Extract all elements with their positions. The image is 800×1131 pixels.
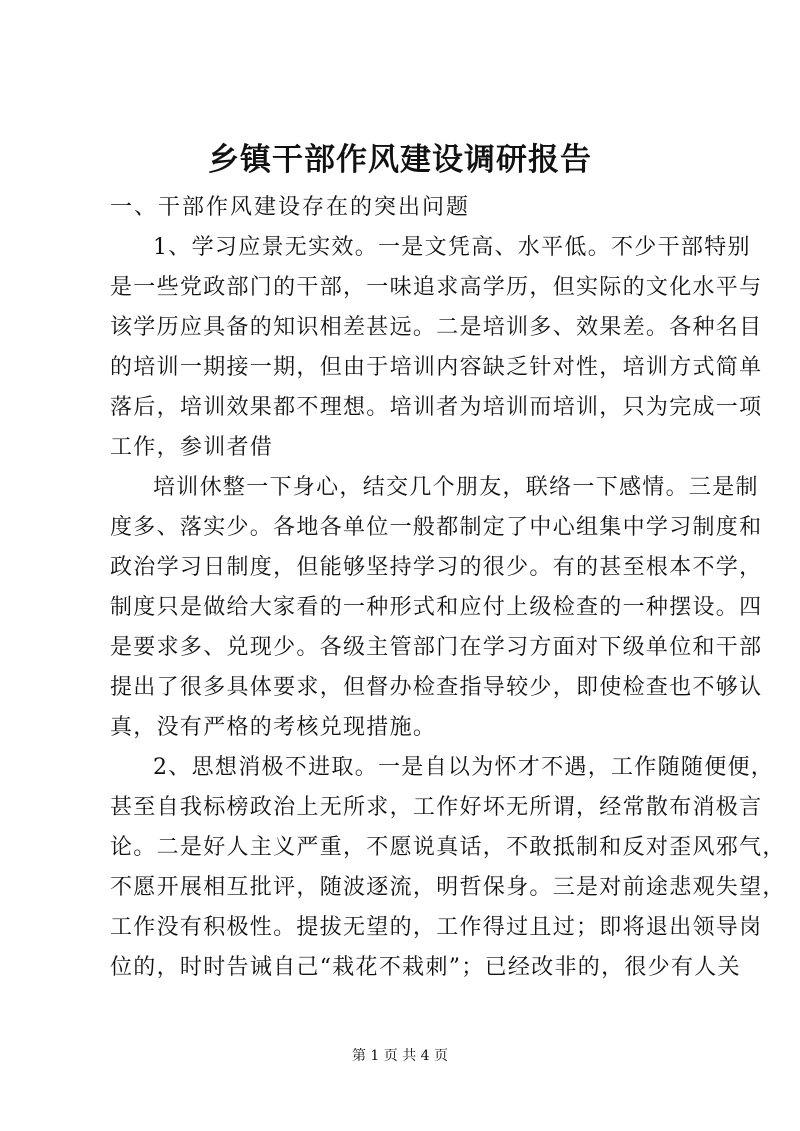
body-line: 该学历应具备的知识相差甚远。二是培训多、效果差。各种名目 xyxy=(110,315,763,340)
body-line: 落后，培训效果都不理想。培训者为培训而培训，只为完成一项 xyxy=(110,395,763,420)
body-line: 工作没有积极性。提拔无望的，工作得过且过；即将退出领导岗 xyxy=(110,915,763,940)
body-line: 甚至自我标榜政治上无所求，工作好坏无所谓，经常散布消极言 xyxy=(110,795,763,820)
body-line: 是一些党政部门的干部，一味追求高学历，但实际的文化水平与 xyxy=(110,275,763,300)
body-line: 培训休整一下身心，结交几个朋友，联络一下感情。三是制 xyxy=(153,475,759,500)
body-line: 1、学习应景无实效。一是文凭高、水平低。不少干部特别 xyxy=(153,235,751,260)
body-line: 论。二是好人主义严重，不愿说真话，不敢抵制和反对歪风邪气， xyxy=(110,835,786,860)
body-line: 是要求多、兑现少。各级主管部门在学习方面对下级单位和干部 xyxy=(110,635,763,660)
body-line: 不愿开展相互批评，随波逐流，明哲保身。三是对前途悲观失望， xyxy=(110,875,786,900)
body-line: 度多、落实少。各地各单位一般都制定了中心组集中学习制度和 xyxy=(110,515,763,540)
section-heading: 一、干部作风建设存在的突出问题 xyxy=(110,195,471,220)
document-title: 乡镇干部作风建设调研报告 xyxy=(208,142,592,178)
body-line: 位的，时时告诫自己“栽花不栽刺”；已经改非的，很少有人关 xyxy=(110,955,741,980)
body-line: 提出了很多具体要求，但督办检查指导较少，即使检查也不够认 xyxy=(110,675,763,700)
body-line: 制度只是做给大家看的一种形式和应付上级检查的一种摆设。四 xyxy=(110,595,763,620)
body-line: 2、思想消极不进取。一是自以为怀才不遇，工作随随便便， xyxy=(153,755,775,780)
page-number: 第 1 页 共 4 页 xyxy=(351,1048,449,1064)
body-line: 工作，参训者借 xyxy=(110,435,274,460)
body-line: 真，没有严格的考核兑现措施。 xyxy=(110,715,437,740)
body-line: 政治学习日制度，但能够坚持学习的很少。有的甚至根本不学， xyxy=(110,555,763,580)
body-line: 的培训一期接一期，但由于培训内容缺乏针对性，培训方式简单 xyxy=(110,355,763,380)
